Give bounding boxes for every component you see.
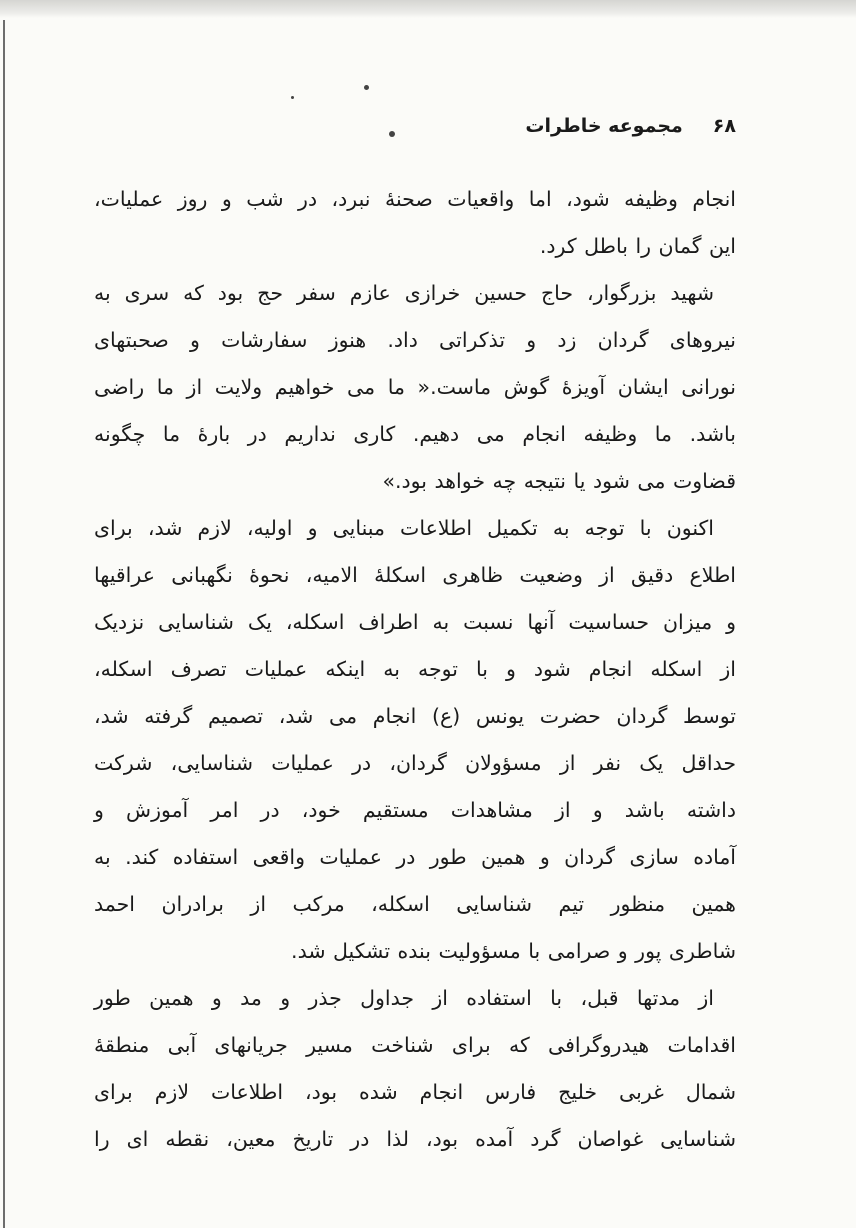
text-line: نورانی ایشان آویزهٔ گوش ماست.« ما می خواهیم ولایت از ما راضی	[94, 375, 736, 399]
text-line: از اسکله انجام شود و با توجه به اینکه عملیات تصرف اسکله،	[94, 657, 736, 681]
text-line: اطلاع دقیق از وضعیت ظاهری اسکلهٔ الامیه، نحوهٔ نگهبانی عراقیها	[94, 563, 736, 587]
book-title: مجموعه خاطرات	[525, 115, 683, 137]
page-number: ۶۸	[712, 115, 736, 137]
text-line: شمال غربی خلیج فارس انجام شده بود، اطلاعات لازم برای	[94, 1080, 736, 1104]
text-line: حداقل یک نفر از مسؤولان گردان، در عملیات شناسایی، شرکت	[94, 751, 736, 775]
text-line: توسط گردان حضرت یونس (ع) انجام می شد، تصمیم گرفته شد،	[94, 704, 736, 728]
scan-speck	[389, 131, 395, 137]
text-line: همین منظور تیم شناسایی اسکله، مرکب از برادران احمد	[94, 892, 736, 916]
text-line: باشد. ما وظیفه انجام می دهیم. کاری نداریم در بارهٔ ما چگونه	[94, 422, 736, 446]
text-line: داشته باشد و از مشاهدات مستقیم خود، در امر آموزش و	[94, 798, 736, 822]
page-binding-edge	[3, 20, 5, 1228]
text-line: شاطری پور و صرامی با مسؤولیت بنده تشکیل شد.	[291, 939, 736, 963]
text-line: اکنون با توجه به تکمیل اطلاعات مبنایی و اولیه، لازم شد، برای	[94, 516, 714, 540]
text-line: انجام وظیفه شود، اما واقعیات صحنهٔ نبرد، در شب و روز عملیات،	[94, 187, 736, 211]
text-line: این گمان را باطل کرد.	[539, 234, 736, 258]
scan-speck	[364, 85, 369, 90]
text-line: و میزان حساسیت آنها نسبت به اطراف اسکله، یک شناسایی نزدیک	[94, 610, 736, 634]
scan-border	[0, 0, 856, 18]
body-text	[94, 176, 736, 1163]
scan-speck	[291, 96, 294, 99]
text-line: آماده سازی گردان و همین طور در عملیات واقعی استفاده کند. به	[94, 845, 736, 869]
text-line: شناسایی غواصان گرد آمده بود، لذا در تاریخ معین، نقطه ای را	[94, 1127, 736, 1151]
text-line: اقدامات هیدروگرافی که برای شناخت مسیر جریانهای آبی منطقهٔ	[94, 1033, 736, 1057]
page-header	[436, 108, 736, 144]
text-line: قضاوت می شود یا نتیجه چه خواهد بود.»	[382, 469, 736, 493]
text-line: از مدتها قبل، با استفاده از جداول جذر و مد و همین طور	[94, 986, 714, 1010]
text-line: شهید بزرگوار، حاج حسین خرازی عازم سفر حج بود که سری به	[94, 281, 714, 305]
text-line: نیروهای گردان زد و تذکراتی داد. هنوز سفارشات و صحبتهای	[94, 328, 736, 352]
